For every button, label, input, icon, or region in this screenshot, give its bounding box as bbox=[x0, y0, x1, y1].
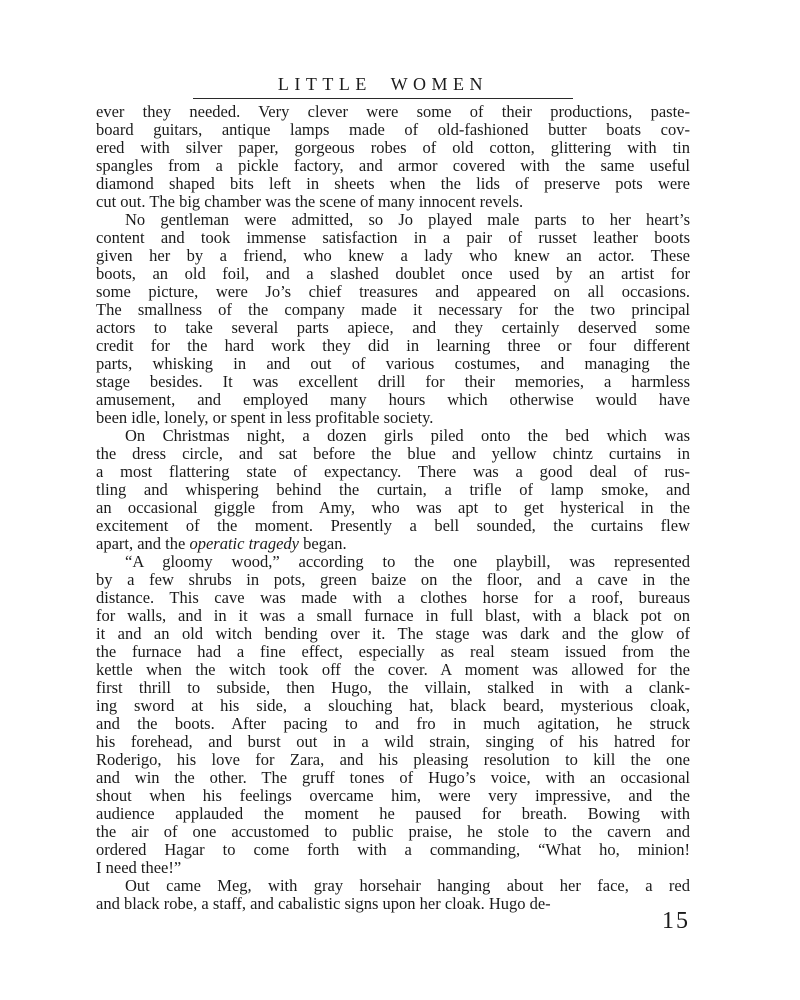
text-line bbox=[96, 715, 690, 733]
text-line bbox=[96, 481, 690, 499]
text-segment: ever they needed. Very clever were some of their productions, paste- bbox=[96, 102, 690, 121]
text-segment: parts, whisking in and out of various costumes, and managing the bbox=[96, 354, 690, 373]
text-segment: and the boots. After pacing to and fro in much agitation, he struck bbox=[96, 714, 690, 733]
header-rule bbox=[193, 98, 573, 99]
text-segment: first thrill to subside, then Hugo, the villain, stalked in with a clank- bbox=[96, 678, 690, 697]
text-segment: ordered Hagar to come forth with a commanding, “What ho, minion! bbox=[96, 840, 690, 859]
text-segment: On Christmas night, a dozen girls piled onto the bed which was bbox=[125, 426, 690, 445]
text-segment: amusement, and employed many hours which otherwise would have bbox=[96, 390, 690, 409]
text-line bbox=[96, 589, 690, 607]
text-line bbox=[96, 463, 690, 481]
text-segment: diamond shaped bits left in sheets when the lids of preserve pots were bbox=[96, 174, 690, 193]
text-segment: board guitars, antique lamps made of old-fashioned butter boats cov- bbox=[96, 120, 690, 139]
text-segment: boots, an old foil, and a slashed doublet once used by an artist for bbox=[96, 264, 690, 283]
text-segment: the furnace had a fine effect, especially as real steam issued from the bbox=[96, 642, 690, 661]
text-segment: audience applauded the moment he paused for breath. Bowing with bbox=[96, 804, 690, 823]
text-line bbox=[96, 175, 690, 193]
text-segment: ing sword at his side, a slouching hat, black beard, mysterious cloak, bbox=[96, 696, 690, 715]
text-line bbox=[96, 229, 690, 247]
text-segment: shout when his feelings overcame him, were very impressive, and the bbox=[96, 786, 690, 805]
text-line bbox=[96, 265, 690, 283]
text-segment: actors to take several parts apiece, and they certainly deserved some bbox=[96, 318, 690, 337]
text-line bbox=[96, 193, 690, 211]
text-line bbox=[96, 535, 690, 553]
text-line bbox=[96, 769, 690, 787]
text-segment: The smallness of the company made it necessary for the two principal bbox=[96, 300, 690, 319]
text-line bbox=[96, 103, 690, 121]
text-line bbox=[96, 337, 690, 355]
text-line bbox=[96, 571, 690, 589]
text-line bbox=[96, 697, 690, 715]
text-segment: for walls, and in it was a small furnace in full blast, with a black pot on bbox=[96, 606, 690, 625]
text-segment: began. bbox=[298, 534, 347, 553]
text-line bbox=[96, 733, 690, 751]
paragraph bbox=[96, 211, 690, 427]
text-segment: kettle when the witch took off the cover. A moment was allowed for the bbox=[96, 660, 690, 679]
text-segment: spangles from a pickle factory, and armor covered with the same useful bbox=[96, 156, 690, 175]
text-segment: stage besides. It was excellent drill for their memories, a harmless bbox=[96, 372, 690, 391]
text-line bbox=[96, 157, 690, 175]
text-line bbox=[96, 409, 690, 427]
text-segment: tling and whispering behind the curtain, a trifle of lamp smoke, and bbox=[96, 480, 690, 499]
text-line bbox=[96, 553, 690, 571]
text-segment: No gentleman were admitted, so Jo played male parts to her heart’s bbox=[125, 210, 690, 229]
text-line bbox=[96, 841, 690, 859]
text-line bbox=[96, 643, 690, 661]
text-segment: I need thee!” bbox=[96, 858, 182, 877]
text-line bbox=[96, 427, 690, 445]
text-line bbox=[96, 445, 690, 463]
text-segment: it and an old witch bending over it. The stage was dark and the glow of bbox=[96, 624, 690, 643]
text-line bbox=[96, 751, 690, 769]
text-line bbox=[96, 787, 690, 805]
paragraph bbox=[96, 553, 690, 877]
text-line bbox=[96, 877, 690, 895]
text-segment: and win the other. The gruff tones of Hugo’s voice, with an occasional bbox=[96, 768, 690, 787]
text-line bbox=[96, 139, 690, 157]
text-segment: ered with silver paper, gorgeous robes of old cotton, glittering with tin bbox=[96, 138, 690, 157]
text-segment: credit for the hard work they did in learning three or four different bbox=[96, 336, 690, 355]
text-segment: some picture, were Jo’s chief treasures and appeared on all occasions. bbox=[96, 282, 690, 301]
text-line bbox=[96, 607, 690, 625]
text-line bbox=[96, 373, 690, 391]
text-line bbox=[96, 301, 690, 319]
text-line bbox=[96, 679, 690, 697]
text-line bbox=[96, 319, 690, 337]
text-line bbox=[96, 211, 690, 229]
text-line bbox=[96, 805, 690, 823]
text-segment: been idle, lonely, or spent in less profitable society. bbox=[96, 408, 434, 427]
page-number: 15 bbox=[662, 908, 690, 934]
paragraph bbox=[96, 427, 690, 553]
text-segment: and black robe, a staff, and cabalistic signs upon her cloak. Hugo de- bbox=[96, 894, 551, 913]
text-segment: apart, and the bbox=[96, 534, 190, 553]
text-segment: his forehead, and burst out in a wild strain, singing of his hatred for bbox=[96, 732, 690, 751]
text-segment: cut out. The big chamber was the scene of many innocent revels. bbox=[96, 192, 524, 211]
text-line bbox=[96, 661, 690, 679]
text-line bbox=[96, 499, 690, 517]
text-line bbox=[96, 391, 690, 409]
text-line bbox=[96, 823, 690, 841]
text-segment: Out came Meg, with gray horsehair hanging about her face, a red bbox=[125, 876, 690, 895]
text-segment: content and took immense satisfaction in a pair of russet leather boots bbox=[96, 228, 690, 247]
running-header-title: LITTLE WOMEN bbox=[277, 74, 489, 94]
text-line bbox=[96, 859, 690, 877]
text-body bbox=[96, 103, 690, 913]
text-line bbox=[96, 355, 690, 373]
text-segment: distance. This cave was made with a clothes horse for a roof, bureaus bbox=[96, 588, 690, 607]
running-header bbox=[96, 74, 690, 99]
text-segment: the dress circle, and sat before the blue and yellow chintz curtains in bbox=[96, 444, 690, 463]
text-segment: by a few shrubs in pots, green baize on the floor, and a cave in the bbox=[96, 570, 690, 589]
text-line bbox=[96, 283, 690, 301]
text-line bbox=[96, 247, 690, 265]
italic-text: operatic tragedy bbox=[189, 534, 299, 553]
text-line bbox=[96, 517, 690, 535]
text-segment: “A gloomy wood,” according to the one playbill, was represented bbox=[125, 552, 690, 571]
text-segment: the air of one accustomed to public praise, he stole to the cavern and bbox=[96, 822, 690, 841]
text-line bbox=[96, 121, 690, 139]
text-line bbox=[96, 625, 690, 643]
text-segment: an occasional giggle from Amy, who was apt to get hysterical in the bbox=[96, 498, 690, 517]
text-segment: a most flattering state of expectancy. There was a good deal of rus- bbox=[96, 462, 690, 481]
text-segment: given her by a friend, who knew a lady who knew an actor. These bbox=[96, 246, 690, 265]
paragraph bbox=[96, 103, 690, 211]
text-segment: excitement of the moment. Presently a bell sounded, the curtains flew bbox=[96, 516, 690, 535]
text-segment: Roderigo, his love for Zara, and his pleasing resolution to kill the one bbox=[96, 750, 690, 769]
